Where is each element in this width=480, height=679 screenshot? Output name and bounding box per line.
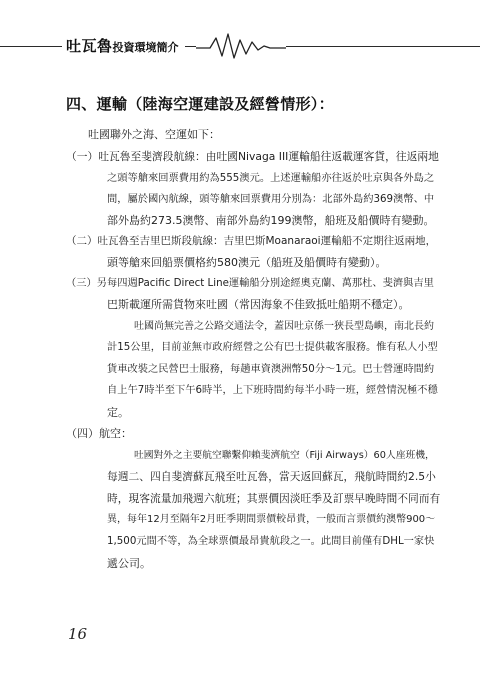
item4-line3: 時，現客流量加飛週六航班；其票價因淡旺季及訂票早晚時間不同而有 — [107, 492, 441, 505]
running-header — [0, 30, 480, 64]
item4-line2: 每週二、四自斐濟蘇瓦飛至吐瓦魯，當天返回蘇瓦，飛航時間約2.5小 — [107, 470, 436, 483]
item4-line1: 吐國對外之主要航空聯繫仰賴斐濟航空（Fiji Airways）60人座班機， — [134, 450, 435, 461]
item3-line2: 巴斯載運所需貨物來吐國（常因海象不佳致抵吐船期不穩定）。 — [107, 298, 410, 311]
header-title-sub: 投資環境簡介 — [112, 41, 179, 54]
running-header-title — [62, 36, 185, 58]
item1-line3: 間，屬於國內航線，頭等艙來回票費用分別為：北部外島約369澳幣、中 — [107, 193, 435, 205]
land-line4: 自上午7時半至下午6時半，上下班時間約每半小時一班，經營情況極不穩 — [107, 384, 438, 396]
land-line2: 計15公里，目前並無市政府經營之公有巴士提供載客服務。惟有私人小型 — [107, 341, 438, 353]
item2-line2: 頭等艙來回船票價格約580澳元（船班及船價時有變動）。 — [107, 256, 387, 269]
land-line3: 貨車改裝之民營巴士服務，每趟車資澳洲幣50分～1元。巴士營運時間約 — [107, 363, 435, 375]
item1-line2: 之頭等艙來回票費用約為555澳元。上述運輸船亦往返於吐京與各外島之 — [107, 172, 435, 184]
item4-line6: 遞公司。 — [107, 557, 151, 570]
item4-line5: 1,500元間不等，為全球票價最昂貴航段之一。此間目前僅有DHL一家快 — [107, 535, 435, 547]
intro-line: 吐國聯外之海、空運如下： — [88, 128, 220, 141]
item4-line4: 異，每年12月至隔年2月旺季期間票價較昂貴，一般而言票價約澳幣900～ — [107, 514, 436, 525]
header-title-main: 吐瓦魯 — [66, 37, 113, 55]
item1-line4: 部外島約273.5澳幣、南部外島約199澳幣，船班及船價時有變動。 — [107, 214, 435, 227]
item3-line1: （三）另每四週Pacific Direct Line運輸船分別途經奧克蘭、萬那杜、斐濟與吉里 — [66, 277, 434, 289]
section-title: 四、運輸（陸海空運建設及經營情形）： — [66, 95, 334, 113]
land-line5: 定。 — [107, 406, 129, 419]
heartbeat-line-icon — [196, 32, 286, 60]
item2-line1: （二）吐瓦魯至吉里巴斯段航線：吉里巴斯Moanaraoi運輸船不定期往返兩地， — [66, 235, 437, 247]
page-number: 16 — [68, 625, 88, 643]
item4-heading: （四）航空： — [66, 427, 132, 440]
land-line1: 吐國尚無完善之公路交通法令，蓋因吐京係一狹長型島嶼，南北長約 — [134, 321, 434, 332]
item1-line1: （一）吐瓦魯至斐濟段航線：由吐國Nivaga III運輸船往返載運客貨，往返兩地 — [66, 150, 439, 163]
